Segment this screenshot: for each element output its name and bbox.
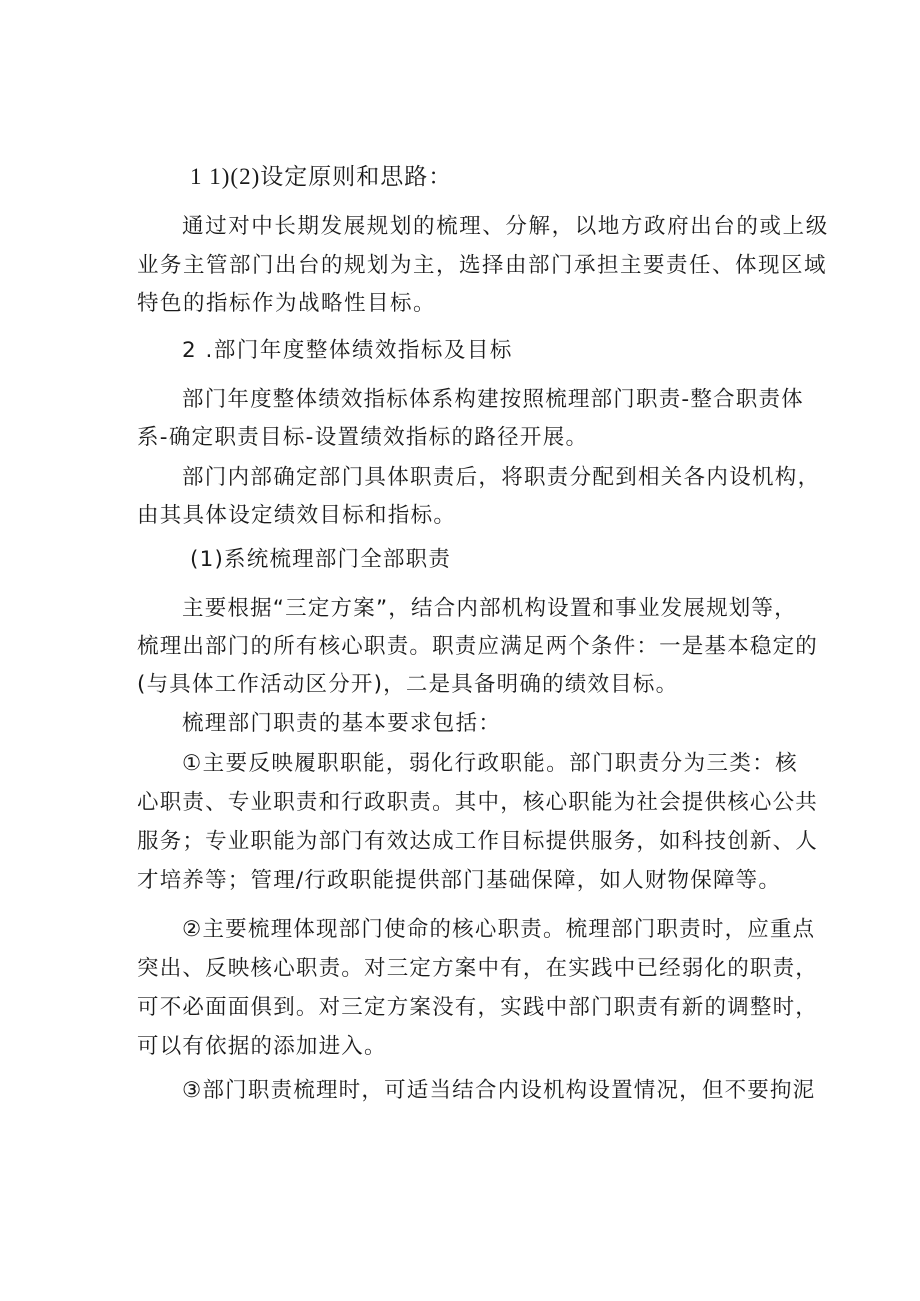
paragraph-line: 特色的指标作为战略性目标。 [137,291,437,316]
paragraph-line: 由其具体设定绩效目标和指标。 [137,503,457,528]
paragraph-line: 才培养等；管理/行政职能提供部门基础保障，如人财物保障等。 [137,868,782,893]
section-heading: 2 .部门年度整体绩效指标及目标 [182,338,513,363]
paragraph-line: 业务主管部门出台的规划为主，选择由部门承担主要责任、体现区域 [137,253,828,278]
paragraph-line: 可不必面面俱到。对三定方案没有，实践中部门职责有新的调整时， [137,995,819,1020]
list-item-3: ③部门职责梳理时，可适当结合内设机构设置情况，但不要拘泥 [182,1078,816,1103]
paragraph-line: 可以有依据的添加进入。 [137,1034,387,1059]
paragraph-line: 主要根据“三定方案”，结合内部机构设置和事业发展规划等， [182,596,797,621]
paragraph-line: (与具体工作活动区分开)，二是具备明确的绩效目标。 [137,672,679,697]
paragraph-line: 突出、反映核心职责。对三定方案中有，在实践中已经弱化的职责， [137,956,819,981]
paragraph-line: 部门年度整体绩效指标体系构建按照梳理部门职责-整合职责体 [182,387,804,412]
paragraph-line: 心职责、专业职责和行政职责。其中，核心职能为社会提供核心公共 [137,790,819,815]
list-item-2: ②主要梳理体现部门使命的核心职责。梳理部门职责时，应重点 [182,917,816,942]
paragraph-line: 服务；专业职能为部门有效达成工作目标提供服务，如科技创新、人 [137,829,819,854]
paragraph-line: 梳理部门职责的基本要求包括： [182,711,502,736]
subheading-principles: 1 1)(2)设定原则和思路： [190,164,453,189]
subheading-sort-duties: (1)系统梳理部门全部职责 [190,547,452,572]
paragraph-line: 系-确定职责目标-设置绩效指标的路径开展。 [137,425,589,450]
paragraph-line: 部门内部确定部门具体职责后，将职责分配到相关各内设机构， [182,465,821,490]
paragraph-line: 通过对中长期发展规划的梳理、分解，以地方政府出台的或上级 [182,214,829,239]
paragraph-line: 梳理出部门的所有核心职责。职责应满足两个条件：一是基本稳定的 [137,634,819,659]
list-item-1: ①主要反映履职职能，弱化行政职能。部门职责分为三类：核 [182,751,799,776]
